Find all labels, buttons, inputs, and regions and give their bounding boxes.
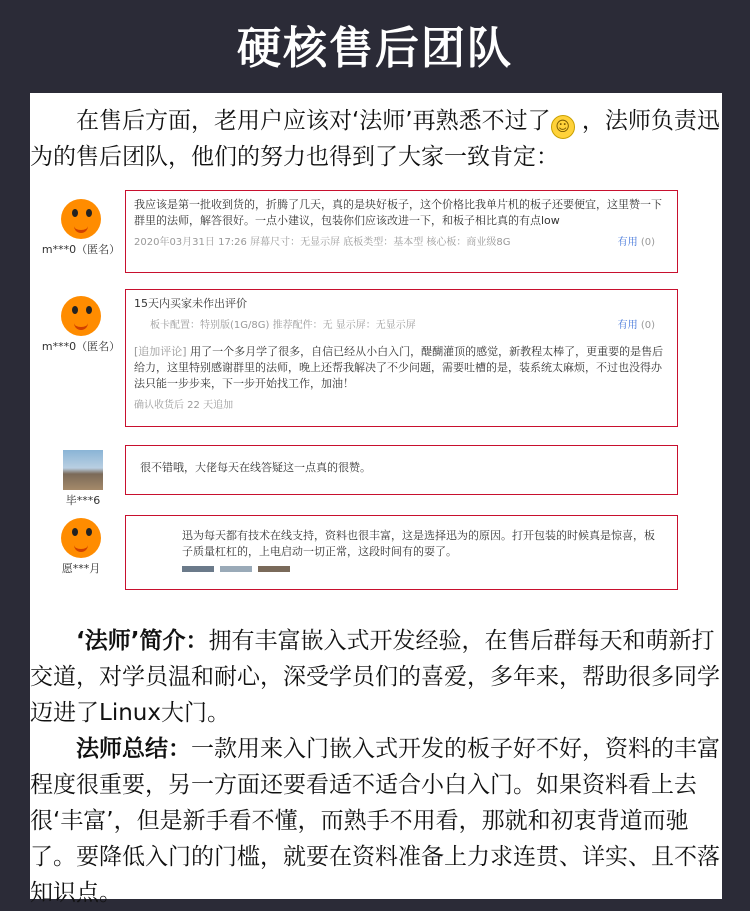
intro-paragraph (30, 103, 722, 175)
review-3-user (38, 450, 128, 508)
summary-text: 一款用来入门嵌入式开发的板子好不好，资料的丰富程度很重要，另一方面还要看适不适合小白入门。如果资料看上去很‘丰富’，但是新手看不懂，而熟手不用看，那就和初衷背道而驰了。要降低入门的门槛，就要在资料准备上力求连贯、详实、且不落知识点。 (30, 736, 720, 906)
useful-button[interactable]: 有用 (0) (617, 320, 655, 331)
review-meta (134, 235, 669, 251)
profile-text: 拥有丰富嵌入式开发经验，在售后群每天和萌新打交道，对学员温和耐心，深受学员们的喜爱，多年来，帮助很多同学迈进了Linux大门。 (30, 628, 720, 726)
review-1-user (36, 199, 126, 257)
review-3-box (125, 445, 678, 495)
profile-label: ‘法师’简介： (76, 628, 209, 654)
review-2-user (36, 296, 126, 354)
username: m***0（匿名） (41, 243, 121, 256)
profile-paragraph (30, 623, 722, 731)
avatar (61, 199, 101, 239)
intro-text-before: 在售后方面，老用户应该对‘法师’再熟悉不过了 (76, 108, 551, 134)
avatar (61, 296, 101, 336)
header (0, 0, 750, 88)
avatar (63, 450, 103, 490)
useful-button[interactable]: 有用 (0) (617, 237, 655, 248)
review-1-box (125, 190, 678, 273)
review-text: 迅为每天都有技术在线支持，资料也很丰富，这是选择迅为的原因。打开包装的时候真是惊喜，板子质量杠杠的，上电启动一切正常，这段时间有的耍了。 (182, 529, 655, 558)
review-4-user (36, 518, 126, 576)
review-text: 很不错哦，大佬每天在线答疑这一点真的很赞。 (140, 461, 371, 474)
review-2-box (125, 289, 678, 427)
review-text: 我应该是第一批收到货的，折腾了几天，真的是块好板子，这个价格比我单片机的板子还要便宜，这里赞一下群里的法师，解答很好。一点小建议，包装你们应该改进一下，和板子相比真的有点low (134, 198, 662, 227)
avatar (61, 518, 101, 558)
photo-thumbnail[interactable] (182, 566, 214, 572)
username: m***0（匿名） (41, 340, 121, 353)
additional-review-text: 用了一个多月学了很多，自信已经从小白入门，醍醐灌顶的感觉，新教程太棒了，更重要的是售后给力，这里特别感谢群里的法师，晚上还帮我解决了不少问题，需要吐槽的是，装系统太麻烦，不过也没得办法只能一步步来，下一步开始找工作，加油！ (134, 345, 664, 390)
additional-review-meta: 确认收货后 22 天追加 (134, 400, 234, 411)
description-section (30, 623, 722, 911)
additional-review-tag: [追加评论] (134, 345, 187, 358)
review-meta (134, 318, 669, 334)
content-panel (30, 93, 722, 906)
review-photos (182, 566, 657, 572)
photo-thumbnail[interactable] (258, 566, 290, 572)
useful-count: (0) (640, 237, 655, 248)
review-meta-text: 2020年03月31日 17:26 屏幕尺寸：无显示屏 底板类型：基本型 核心板：商业级8G (134, 237, 511, 248)
intro-text-after: ，法师负责迅为的售后团队，他们的努力也得到了大家一致肯定： (30, 108, 720, 170)
username: 毕***6 (65, 494, 101, 507)
useful-count: (0) (640, 320, 655, 331)
summary-label: 法师总结： (76, 736, 191, 762)
page-title: 硬核售后团队 (237, 23, 513, 74)
review-meta-text: 板卡配置：特别版(1G/8G) 推荐配件：无 显示屏：无显示屏 (150, 320, 416, 331)
review-4-box (125, 515, 678, 590)
smiley-icon: ☺ (551, 115, 575, 139)
photo-thumbnail[interactable] (220, 566, 252, 572)
additional-review (134, 344, 669, 392)
username: 愿***月 (61, 562, 101, 575)
summary-paragraph (30, 731, 722, 911)
review-text: 15天内买家未作出评价 (134, 297, 247, 310)
